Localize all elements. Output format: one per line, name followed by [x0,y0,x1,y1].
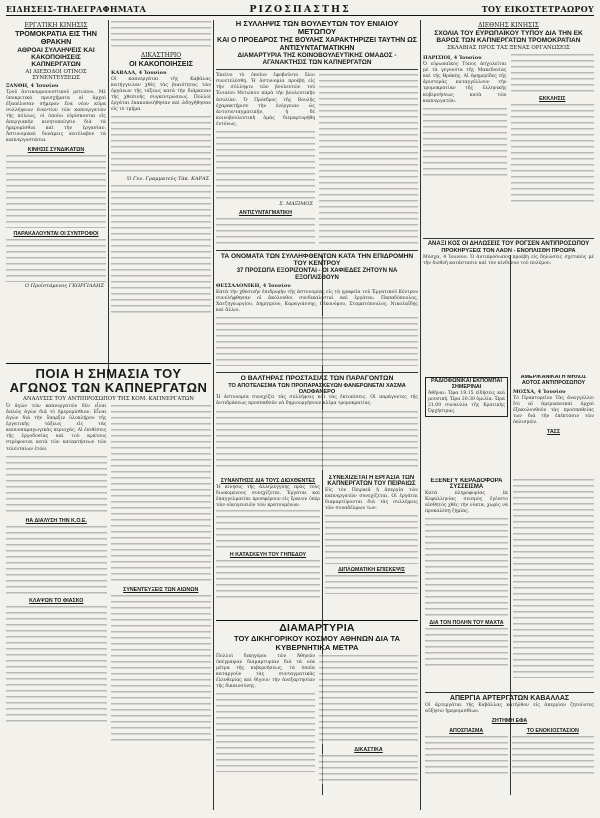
section-heading: ΗΑ ΔΙΑΛΥΣΗ ΤΗΝ Κ.Ο.Ε. [25,517,87,524]
names-article [216,250,418,371]
headline: ΣΥΝΕΧΙΖΕΤΑΙ Η ΕΡΓΑΣΙΑ ΤΩΝ ΚΑΠΝΕΡΓΑΤΩΝ ΤΟΥ ΠΕΙΡΑΙΩΣ [327,475,416,488]
subheadline: ΠΡΟΚΗΡΥΞΕΙΣ ΤΟΝ ΛΑΟΝ - ΕΝΟΠΛΙΣΘΗ ΠΡΟΩΡΑ [441,248,576,255]
anaxi-article [423,238,594,299]
masthead-left: ΕΙΔΗΣΕΙΣ-ΤΗΛΕΓΡΑΦΗΜΑΤΑ [6,4,147,14]
article-body: Τροῦ ἀντικομμουνιστικοῦ μετώπου. Μὲ ὑποκριτικὰ προσχήματα αἱ ἀρχαὶ ἐξαπέλυσαν σήμερον ἕνα νέον κῦμα συλλήψεων ἐναντίον τῶν καπνεργατῶν τῆς πόλεως, οἱ ὁποῖοι εὑρίσκονται εἰς ἀπεργιακὴν κινητοποίησιν διὰ τὰ ἡμερομίσθια καὶ τὴν ἐργασίαν. Ἀστυνομικαὶ δυνάμεις κατέλαβον τὰ καπνεργοστάσια. [6,89,106,144]
subheadline: ΑΝΑΛΥΣΙΣ ΤΟΥ ΑΝΤΙΠΡΟΣΩΠΟΥ ΤΗΣ ΚΟΜ. ΚΑΠΝΕΡΓΑΤΩΝ [23,396,194,403]
article-body: Ἀθῆναι: Ὥρα 19.15 εἰδήσεις καὶ μουσική. Ὥρα 20.30 ὁμιλία. Ὥρα 21.00 συναυλία τῆς Κρατικῆς Ὀρχήστρας. [428,390,505,414]
subheadline: ΑΘΡΟΑΙ ΣΥΛΛΗΨΕΙΣ ΚΑΙ ΚΑΚΟΠΟΙΗΣΕΙΣ ΚΑΠΝΕΡΓΑΤΩΝ [17,46,95,68]
signature: Σ. ΜΑΞΙΜΟΣ [279,200,313,207]
column-rule [108,20,109,380]
column-rule [420,20,421,810]
headline: ΕΞΕΝΕΓΥ ΚΕΡΑΔΟΦΟΡΑ ΣΥΣΣΕΙΣΜΑ [430,478,503,491]
section-heading: ΣΥΝΕΝΤΕΥΞΕΙΣ ΤΩΝ ΑΙΩΝΩΝ [123,587,199,594]
article-body: Ἡ κίνησις τῆς ἀλληλεγγύης πρὸς τοὺς διωκομένους συνεχίζεται. Ἐργάται καὶ ἐπαγγελματίαι προσφέρουν εἰς ἔρανον ὑπὲρ τῶν οἰκογενειῶν τῶν κρατουμένων. [216,485,320,509]
lead-headline: Η ΣΥΛΛΗΨΙΣ ΤΩΝ ΒΟΥΛΕΥΤΩΝ ΤΟΥ ΕΝΙΑΙΟΥ ΜΕΤΩΠΟΥ [235,20,399,37]
masthead [6,3,594,16]
lead-headline-2: ΚΑΙ Ο ΠΡΟΕΔΡΟΣ ΤΗΣ ΒΟΥΛΗΣ ΧΑΡΑΚΤΗΡΙΖΕΙ ΤΑΥΤΗΝ ΩΣ ΑΝΤΙΣΥΝΤΑΓΜΑΤΙΚΗΝ [217,37,417,52]
kicker: ΔΙΕΘΝΗΣ ΚΙΝΗΣΙΣ [478,22,539,29]
section-heading: ΣΥΝΑΝΤΗΣΙΣ ΔΙΑ ΤΟΥΣ ΔΙΩΧΘΕΝΤΕΣ [220,478,316,484]
subheadline: ΤΟΥ ΔΙΚΗΓΟΡΙΚΟΥ ΚΟΣΜΟΥ ΑΘΗΝΩΝ ΔΙΑ ΤΑ ΚΥΒΕΡΝΗΤΙΚΑ ΜΕΤΡΑ [233,634,401,652]
article-body: Οἱ ἀρτεργάται τῆς Καβάλλας κατῆλθον εἰς ἀπεργίαν ζητοῦντες αὔξησιν ἡμερομισθίων. [425,702,594,714]
section-heading: ΑΠΟΣΠΑΣΜΑ [449,727,484,734]
section-heading: ΔΙΑ ΤΟΝ ΠΟΛΗΝ ΤΟΥ ΜΑΧΤΑ [429,620,504,627]
article-body: Κατὰ πληροφορίας ἐκ Κεφαλληνίας σεισμὸς ἐγένετο αἰσθητὸς χθὲς τὴν νύκτα, χωρὶς νὰ προκαλέσῃ ζημίας. [425,490,508,515]
column-rule [213,20,214,810]
section-heading: Η ΚΑΤΑΣΚΕΥΗ ΤΟΥ ΓΗΠΕΔΟΥ [229,552,307,559]
section-heading: ΤΑΣΣ [546,428,561,435]
article-body: Ἡ ἀστυνομία συνεχίζει τὰς συλλήψεις καὶ τὰς ἐκτοπίσεις. Οἱ παράγοντες τῆς ἀντιδράσεως προσπαθοῦν νὰ δημιουργήσουν κλῖμα τρομοκρατίας. [216,395,418,407]
col6-article [423,20,594,235]
article-body: Πολλοὶ δικηγόροι τῶν Ἀθηνῶν ὑπέγραψαν διαμαρτυρίαν διὰ τὰ νέα μέτρα τῆς κυβερνήσεως, τὰ ὁποῖα καταργοῦν τὰς συνταγματικὰς ἐλευθερίας καὶ θίγουν τὴν ἀνεξαρτησίαν τῆς δικαιοσύνης. [216,653,315,690]
headline: ΑΝΑΞΙ ΚΟΣ ΟΙ ΔΗΛΩΣΕΙΣ ΤΟΥ ΡΟΓΣΕΝ ΑΝΤΙΠΡΟΣΩΠΟΥ [427,241,590,247]
section-heading: ΠΑΡΑΚΑΛΟΥΝΤΑΙ ΟΙ ΣΥΝΤΡΟΦΟΙ [13,231,99,238]
subheadline: ΣΚΛΑΒΙΑΣ ΠΡΟΣ ΤΑΣ ΞΕΝΑΣ ΟΡΓΑΝΩΣΕΙΣ [447,45,570,52]
dateline: ΞΑΝΘΗ, 4 Ἰουνίου [6,82,59,89]
dateline: ΚΑΒΑΛΑ, 4 Ἰουνίου [111,69,167,76]
lead-headline-3: ΔΙΑΜΑΡΤΥΡΙΑ ΤΗΣ ΚΟΙΝΟΒΟΥΛΕΥΤΙΚΗΣ ΟΜΑΔΟΣ - ΑΓΑΝΑΚΤΗΣΙΣ ΤΩΝ ΚΑΠΝΕΡΓΑΤΩΝ [216,53,418,70]
article-kakopoihseis [111,20,211,360]
section-heading: ΔΙΚΑΣΤΙΚΑ [354,746,383,753]
article-body: Τὸ Πρακτορεῖον Τὰς ἀναγγέλλει ὅτι αἱ ἀμερικανικαὶ ἀρχαὶ ἐξακολουθοῦν τὰς προσπαθείας των διὰ τὴν ἐπέκτασιν τῶν ὁπλισμῶν. [513,395,594,425]
headline: ΑΠΕΡΓΙΑ ΑΡΤΕΡΓΑΤΩΝ ΚΑΒΑΛΛΑΣ [449,695,570,702]
article-body: Ὁ εὐρωπαϊκὸς Τύπος ἀσχολεῖται μὲ τὰ γεγονότα τῆς Μακεδονίας καὶ τῆς Θράκης. Αἱ ἐφημερίδες τῆς ἀριστερᾶς καταγγέλλουν τὴν τρομοκρατίαν τῆς ἑλληνικῆς κυβερνήσεως κατὰ τῶν καπνεργατῶν. [423,62,507,104]
article-trakh [6,20,106,360]
ekseneth-article [425,478,508,688]
headline: ΔΙΑΜΑΡΤΥΡΙΑ [279,622,355,634]
subheadline: ΤΟ ΑΠΟΤΕΛΕΣΜΑ ΤΩΝ ΠΡΟΠΑΡΑΣΚΕΥΩΝ ΦΑΝΕΡΩΝΕΤΑΙ ΧΑΣΜΑ ΟΛΟΦΑΝΕΡΟ [228,383,406,396]
headline: ΡΑΔΙΟΦΩΝΙΚΑΙ ΕΚΠΟΜΠΑΙ ΣΗΜΕΡΙΝΑΙ [431,378,502,390]
poia-article [6,363,211,814]
signature: Ο Προϊστάμενος ΓΕΩΡΓΙΑΔΗΣ [24,283,104,290]
newspaper-title: ΡΙΖΟΣΠΑΣΤΗΣ [249,4,351,15]
diamartyria-article [216,620,418,813]
dateline: ΜΟΣΧΑ, 4 Ἰουνίου [513,388,566,395]
headline: ΟΙ ΚΑΚΟΠΟΙΗΣΕΙΣ [129,59,193,68]
wide-article [216,372,418,473]
article-body: Μόσχα, 4 Ἰουνίου. Ὁ ἀντιπρόσωπος προέβη εἰς δηλώσεις σχετικῶς μὲ τὴν διεθνῆ κατάστασιν καὶ τὸν κίνδυνον τοῦ πολέμου. [423,254,594,266]
dateline: ΘΕΣΣΑΛΟΝΙΚΗ, 4 Ἰουνίου [216,283,291,290]
sym-article [325,475,418,615]
apergia-article [425,692,594,813]
masthead-right: ΤΟΥ ΕΙΚΟΣΤΕΤΡΑΩΡΟΥ [481,4,594,14]
kicker: ΕΡΓΑΤΙΚΗ ΚΙΝΗΣΙΣ [24,22,88,29]
article-body: Οἱ καπνεργάται τῆς Καβάλας κατήγγειλαν χθὲς τὰς βιαιότητας τῶν ὀργάνων τῆς τάξεως κατὰ τὴν διάρκειαν τῆς χθεσινῆς συγκεντρώσεως. Πολλοὶ ἐργάται ἐκακοποιήθησαν καὶ ὡδηγήθησαν εἰς τὸ τμῆμα. [111,76,211,113]
headline: ΑΜΕΡΙΚΑΝΙΚΑΙ Η ΜΗΛΟΣ ΑΟΤΟΣ ΑΝΤΙΠΡΟΣΩΠΟΥ [520,375,587,386]
headline: ΠΟΙΑ Η ΣΗΜΑΣΙΑ ΤΟΥ ΑΓΩΝΟΣ ΤΩΝ ΚΑΠΝΕΡΓΑΤΩΝ [9,366,208,396]
headline: ΤΡΟΜΟΚΡΑΤΙΑ ΕΙΣ ΤΗΝ ΘΡΑΚΗΝ [15,29,97,46]
article-body: Κατὰ τὴν χθεσινὴν ἐπιδρομὴν τῆς ἀστυνομίας εἰς τὰ γραφεῖα τοῦ Ἐργατικοῦ Κέντρου συνελήφθησαν οἱ ἀκόλουθοι συνδικαλισταὶ καὶ ἐργάται: Παπαδόπουλος, Χατζηγεωργίου, Δημητρίου, Καραγιάννης, Οἰκονόμου, Σταματόπουλος, Νικολαΐδης καὶ ἄλλοι. [216,290,418,314]
headline: Ο ΒΑΛΤΗΡΑΣ ΠΡΟΣΤΑΣΙΑΣ ΤΩΝ ΠΑΡΑΓΟΝΤΩΝ [240,375,394,382]
dateline: ΠΑΡΙΣΙΟΙ, 4 Ἰουνίου [423,55,482,62]
subheadline-2: ΑΙ ΔΙΕΞΟΔΟΙ ΟΤΙΝΟΣ ΣΥΝΕΝΤΕΥΞΕΩΣ [25,68,87,81]
subheadline: 37 ΠΡΟΣΩΠΑ ΕΞΟΡΙΖΟΝΤΑΙ - ΟΙ ΧΑΦΙΕΔΕΣ ΖΗΤΟΥΝ ΝΑ ΕΞΟΠΛΙΣΘΟΥΝ [236,268,398,281]
section-heading: ΕΚΚΛΗΣΙΣ [539,96,566,103]
section-heading: ΚΙΝΗΣΙΣ ΣΥΝΔΙΚΑΤΩΝ [27,147,85,154]
section-heading: ΤΟ ΕΝΟΚΙΟΣΤΑΣΙΟΝ [526,727,579,734]
article-body: Ὁ ἀγὼν τῶν καπνεργατῶν δὲν εἶναι ἁπλῶς ἀγὼν διὰ τὸ ἡμερομίσθιον. Εἶναι ἀγὼν διὰ τὴν ὕπαρξιν ὁλοκλήρου τῆς ἐργατικῆς τάξεως εἰς τὰς καπνοπαραγωγικὰς περιοχάς. Αἱ ἐπιθέσεις τῆς ἐργοδοσίας καὶ τοῦ κράτους στρέφονται κατὰ τῶν κατακτήσεων τῶν τελευταίων ἐτῶν. [6,404,107,452]
headline: ΤΑ ΟΝΟΜΑΤΑ ΤΩΝ ΣΥΛΛΗΦΘΕΝΤΩΝ ΚΑΤΑ ΤΗΝ ΕΠΙΔΡΟΜΗΝ ΤΟΥ ΚΕΝΤΡΟΥ [220,253,414,268]
article-body: Εἰς τὸν Πειραιᾶ ἡ ἀπεργία τῶν καπνεργατῶν συνεχίζεται. Οἱ ἐργάται διαμαρτύρονται διὰ τὰς συλλήψεις τῶν συναδέλφων των. [325,487,418,512]
signature: Ὁ Γεν. Γραμματεὺς Τάκ. ΚΑΡΑΣ [127,176,209,183]
section-heading: ΑΝΤΙΣΥΝΤΑΓΜΑΤΙΚΗ [239,209,292,216]
headline: ΣΧΟΛΙΑ ΤΟΥ ΕΥΡΩΠΑΪΚΟΥ ΤΥΠΟΥ ΔΙΑ ΤΗΝ ΕΚ ΒΑΡΟΣ ΤΩΝ ΚΑΠΝΕΡΓΑΤΩΝ ΤΡΟΜΟΚΡΑΤΙΑΝ [434,30,583,45]
col4-articles [216,475,320,615]
lead-article [216,20,418,248]
section-heading: ΚΛΑΨΩΝ ΤΟ ΦΙΑΣΚΟ [29,597,84,604]
amer-article [513,375,594,475]
right-column-text [513,478,594,688]
radio-box [425,375,508,475]
section-heading: ΖΗΤΗΜΗ ΕΦΑ [491,717,528,724]
section-heading: ΔΙΠΛΩΜΑΤΙΚΗ ΕΠΙΣΚΕΨΙΣ [338,567,405,574]
lead-body: Ἐκείνο τὸ ὁποῖον ἐφοβοῦντο ὅλοι συνετελέσθη. Ἡ ἀστυνομία προέβη εἰς τὴν σύλληψιν τῶν βουλευτῶν τοῦ Ἑνιαίου Μετώπου παρὰ τὴν βουλευτικὴν ἀσυλίαν. Ὁ Πρόεδρος τῆς Βουλῆς ἐχαρακτήρισε τὴν ἐνέργειαν ὡς ἀντισυνταγματικήν, ἡ δὲ κοινοβουλευτικὴ ὁμὰς διεμαρτυρήθη ἐντόνως. [216,73,315,127]
kicker: ΔΙΚΑΣΤΗΡΙΟ [140,52,182,59]
